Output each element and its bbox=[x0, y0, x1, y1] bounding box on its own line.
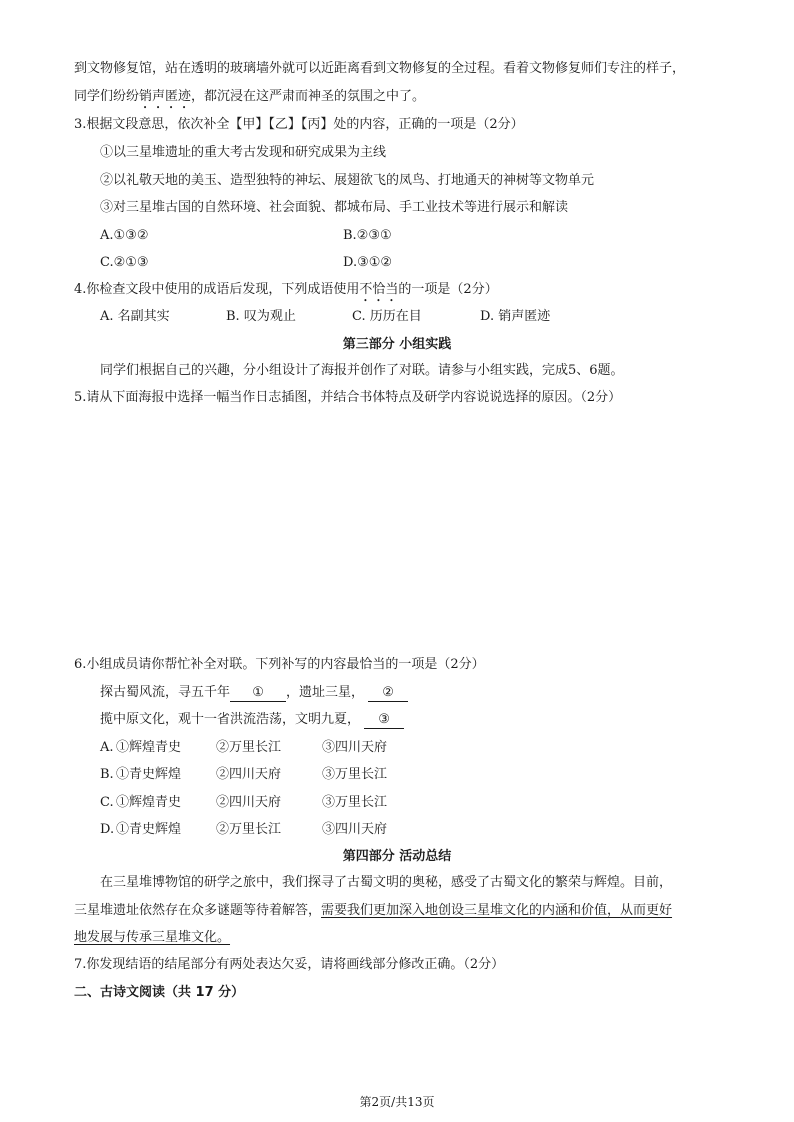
q6-option-choice-3: ③四川天府 bbox=[322, 822, 388, 837]
q6-option-choice-1: ①青史辉煌 bbox=[116, 767, 182, 782]
q4-option-d: D. 销声匿迹 bbox=[480, 309, 551, 324]
part4-underlined-text: 需要我们更加深入地创设三星堆文化的内涵和价值，从而更好 bbox=[321, 903, 673, 918]
q6-option-letter: B. bbox=[100, 767, 114, 782]
part4-title: 第四部分 活动总结 bbox=[342, 849, 452, 864]
q6-couplet-line-2 bbox=[100, 711, 754, 729]
page-footer: 第2页/共13页 bbox=[359, 1095, 435, 1109]
q4-stem-emphasis: 不恰当 bbox=[359, 282, 399, 297]
q4-option-a: A. 名副其实 bbox=[100, 309, 170, 324]
q6-option-d bbox=[100, 821, 754, 839]
q4-option-c: C. 历历在目 bbox=[352, 309, 422, 324]
q6-option-choice-2: ②四川天府 bbox=[216, 795, 282, 810]
q4-stem-c: 的一项是（2分） bbox=[398, 282, 498, 297]
q5-stem: 5.请从下面海报中选择一幅当作日志插图，并结合书体特点及研学内容说说选择的原因。（2分） bbox=[74, 390, 622, 405]
q6-option-letter: C. bbox=[100, 795, 114, 810]
intro-line-1: 到文物修复馆，站在透明的玻璃墙外就可以近距离看到文物修复的全过程。看着文物修复师们专注的样子， bbox=[74, 61, 686, 76]
intro-line-2 bbox=[74, 88, 754, 112]
q3-option-d: D.③①② bbox=[343, 255, 393, 270]
q6-option-choice-3: ③万里长江 bbox=[322, 795, 388, 810]
q6-blank-3: ③ bbox=[364, 712, 404, 729]
q6-option-choice-2: ②四川天府 bbox=[216, 767, 282, 782]
intro-idiom-emphasis: 销声匿迹 bbox=[139, 89, 192, 104]
q6-option-choice-2: ②万里长江 bbox=[216, 822, 282, 837]
part4-line-2-a: 三星堆遗址依然存在众多谜题等待着解答， bbox=[74, 903, 322, 918]
q6-option-letter: D. bbox=[100, 822, 115, 837]
q6-option-choice-1: ①青史辉煌 bbox=[116, 822, 182, 837]
part3-intro: 同学们根据自己的兴趣，分小组设计了海报并创作了对联。请参与小组实践，完成5、6题。 bbox=[100, 363, 624, 378]
q6-option-b bbox=[100, 766, 754, 784]
q6-option-choice-3: ③四川天府 bbox=[322, 740, 388, 755]
q3-item-1: ①以三星堆遗址的重大考古发现和研究成果为主线 bbox=[100, 145, 387, 160]
q6-option-a bbox=[100, 739, 754, 757]
q6-option-c bbox=[100, 794, 754, 812]
q3-options-row-1 bbox=[100, 227, 754, 245]
q6-couplet-2-a: 揽中原文化，观十一省洪流浩荡，文明九夏， bbox=[100, 712, 361, 727]
part4-underlined-text-end: 地发展与传承三星堆文化。 bbox=[74, 930, 231, 945]
q6-couplet-1-a: 探古蜀风流，寻五千年 bbox=[100, 685, 231, 700]
q3-stem: 3.根据文段意思，依次补全【甲】【乙】【丙】处的内容，正确的一项是（2分） bbox=[74, 117, 524, 132]
q6-option-choice-1: ①辉煌青史 bbox=[116, 740, 182, 755]
q3-option-c: C.②①③ bbox=[100, 255, 149, 270]
q6-blank-2: ② bbox=[368, 685, 408, 702]
q6-option-choice-3: ③万里长江 bbox=[322, 767, 388, 782]
q7-stem: 7.你发现结语的结尾部分有两处表达欠妥，请将画线部分修改正确。（2分） bbox=[74, 957, 505, 972]
q3-item-2: ②以礼敬天地的美玉、造型独特的神坛、展翅欲飞的凤鸟、打地通天的神树等文物单元 bbox=[100, 173, 595, 188]
intro-line-2-a: 同学们纷纷 bbox=[74, 89, 140, 104]
part4-line-1: 在三星堆博物馆的研学之旅中，我们探寻了古蜀文明的奥秘，感受了古蜀文化的繁荣与辉煌。目前， bbox=[100, 875, 673, 890]
q3-item-3: ③对三星堆古国的自然环境、社会面貌、都城布局、手工业技术等进行展示和解读 bbox=[100, 200, 569, 215]
q6-option-letter: A. bbox=[100, 740, 114, 755]
q6-stem: 6.小组成员请你帮忙补全对联。下列补写的内容最恰当的一项是（2分） bbox=[74, 657, 485, 672]
q3-options-row-2 bbox=[100, 254, 754, 272]
q3-option-b: B.②③① bbox=[343, 228, 392, 243]
q6-couplet-line-1 bbox=[100, 684, 754, 702]
q4-stem bbox=[74, 281, 754, 305]
q4-options bbox=[100, 308, 754, 326]
q6-option-choice-1: ①辉煌青史 bbox=[116, 795, 182, 810]
part4-line-3 bbox=[74, 929, 754, 947]
q6-blank-1: ① bbox=[230, 685, 286, 702]
part4-line-2 bbox=[74, 902, 754, 920]
q6-couplet-1-b: ，遗址三星， bbox=[286, 685, 365, 700]
section2-title: 二、古诗文阅读（共 17 分） bbox=[74, 985, 245, 1000]
q4-option-b: B. 叹为观止 bbox=[226, 309, 296, 324]
intro-line-2-c: ，都沉浸在这严肃而神圣的氛围之中了。 bbox=[191, 89, 426, 104]
part3-title: 第三部分 小组实践 bbox=[342, 337, 452, 352]
q6-option-choice-2: ②万里长江 bbox=[216, 740, 282, 755]
q4-stem-a: 4.你检查文段中使用的成语后发现，下列成语使用 bbox=[74, 282, 360, 297]
q3-option-a: A.①③② bbox=[100, 228, 149, 243]
